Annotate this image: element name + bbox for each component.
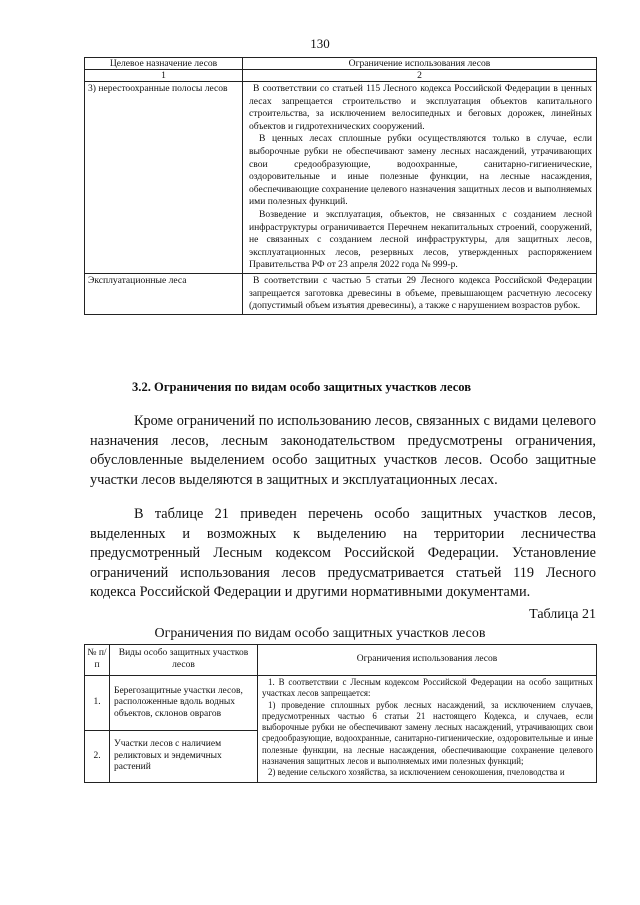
table-header-row <box>85 58 597 70</box>
restriction-paragraph: Возведение и эксплуатация, объектов, не связанных с созданием лесной инфраструктуры ограничивается Перечнем некапитальных строений, сооружений, не связанных с созданием лесной инфраструктуры, для защитных лесов, эксплуатационных лесов, резервных лесов, утвержденных распоряжением Правительства РФ от 23 апреля 2022 года № 999-р. <box>249 208 592 271</box>
restriction-cell <box>243 273 597 314</box>
area-type-cell: Участки лесов с наличием реликтовых и эндемичных растений <box>110 731 258 783</box>
restriction-paragraph: 1. В соответствии с Лесным кодексом Российской Федерации на особо защитных участках лесов запрещается: <box>262 677 593 699</box>
header-restrictions: Ограничения использования лесов <box>258 645 597 676</box>
restriction-paragraph: В соответствии со статьей 115 Лесного кодекса Российской Федерации в ценных лесах запрещается строительство и эксплуатация объектов капитального строительства, за исключением велосипедных и беговых дорожек, линейных объектов и гидротехнических сооружений. <box>249 83 592 132</box>
section-heading: 3.2. Ограничения по видам особо защитных участков лесов <box>132 380 472 394</box>
paragraph-text: Кроме ограничений по использованию лесов, связанных с видами целевого назначения лесов, лесным законодательством предусмотрены ограничения, обусловленные выделением особо защитных участков лесов. Особо защитные участки лесов выделяются в защитных и эксплуатационных лесах. <box>90 413 596 488</box>
paragraph-text: В таблице 21 приведен перечень особо защитных участков лесов, выделенных и возможных к выделению на территории лесничества предусмотренный Лесным кодексом Российской Федерации. Установление ограничений использования лесов предусматривается статьей 119 Лесного кодекса Российской Федерации и другими нормативными документами. <box>90 506 596 601</box>
table-row <box>85 82 597 274</box>
table-row <box>85 676 597 731</box>
header-forest-purpose: Целевое назначение лесов <box>85 58 243 70</box>
restriction-paragraph: В ценных лесах сплошные рубки осуществляются только в случае, если выборочные рубки не обеспечивают замену лесных насаждений, утрачивающих свои средообразующие, водоохранные, санитарно-гигиенические, оздоровительные и иные полезные функции, на лесные насаждения, обеспечивающие сохранение целевого назначения защитных лесов и выполняемых ими полезных функций. <box>249 133 592 208</box>
restriction-paragraph: 2) ведение сельского хозяйства, за исключением сенокошения, пчеловодства и <box>268 767 565 778</box>
row-number: 2. <box>85 731 110 783</box>
column-number: 1 <box>85 70 243 82</box>
table-header-row <box>85 645 597 676</box>
restriction-paragraph: 1) проведение сплошных рубок лесных насаждений, за исключением случаев, предусмотренных частью 6 статьи 21 настоящего Кодекса, и случаев, если выборочные рубки не обеспечивают замену лесных насаждений, утрачивающих свои средообразующие, водоохранные, санитарно-гигиенические, оздоровительные и иные полезные функции, на лесные насаждения, обеспечивающие сохранение целевого назначения защитных лесов и выполняемых ими полезных функций; <box>262 699 593 767</box>
table-caption: Таблица 21 <box>529 607 596 622</box>
restriction-cell <box>243 82 597 274</box>
column-number: 2 <box>243 70 597 82</box>
table-row <box>85 273 597 314</box>
header-area-type: Виды особо защитных участков лесов <box>110 645 258 676</box>
forest-purpose-cell: 3) нерестоохранные полосы лесов <box>85 82 243 274</box>
protected-areas-restrictions-table <box>84 644 597 783</box>
row-number: 1. <box>85 676 110 731</box>
header-usage-restriction: Ограничение использования лесов <box>243 58 597 70</box>
restrictions-cell <box>258 676 597 783</box>
column-number-row <box>85 70 597 82</box>
body-paragraph <box>90 412 596 490</box>
page-number: 130 <box>310 36 330 51</box>
body-paragraph <box>90 505 596 603</box>
restriction-paragraph: В соответствии с частью 5 статьи 29 Лесного кодекса Российской Федерации запрещается заготовка древесины в объеме, превышающем расчетную лесосеку (допустимый объем изъятия древесины), а также с нарушением возрастов рубок. <box>249 274 592 312</box>
area-type-cell: Берегозащитные участки лесов, расположенные вдоль водных объектов, склонов оврагов <box>110 676 258 731</box>
forest-purpose-restrictions-table <box>84 57 597 315</box>
table-title: Ограничения по видам особо защитных участков лесов <box>154 626 486 641</box>
forest-purpose-cell: Эксплуатационные леса <box>85 273 243 314</box>
header-number: № п/п <box>85 645 110 676</box>
table-clip <box>80 644 602 892</box>
